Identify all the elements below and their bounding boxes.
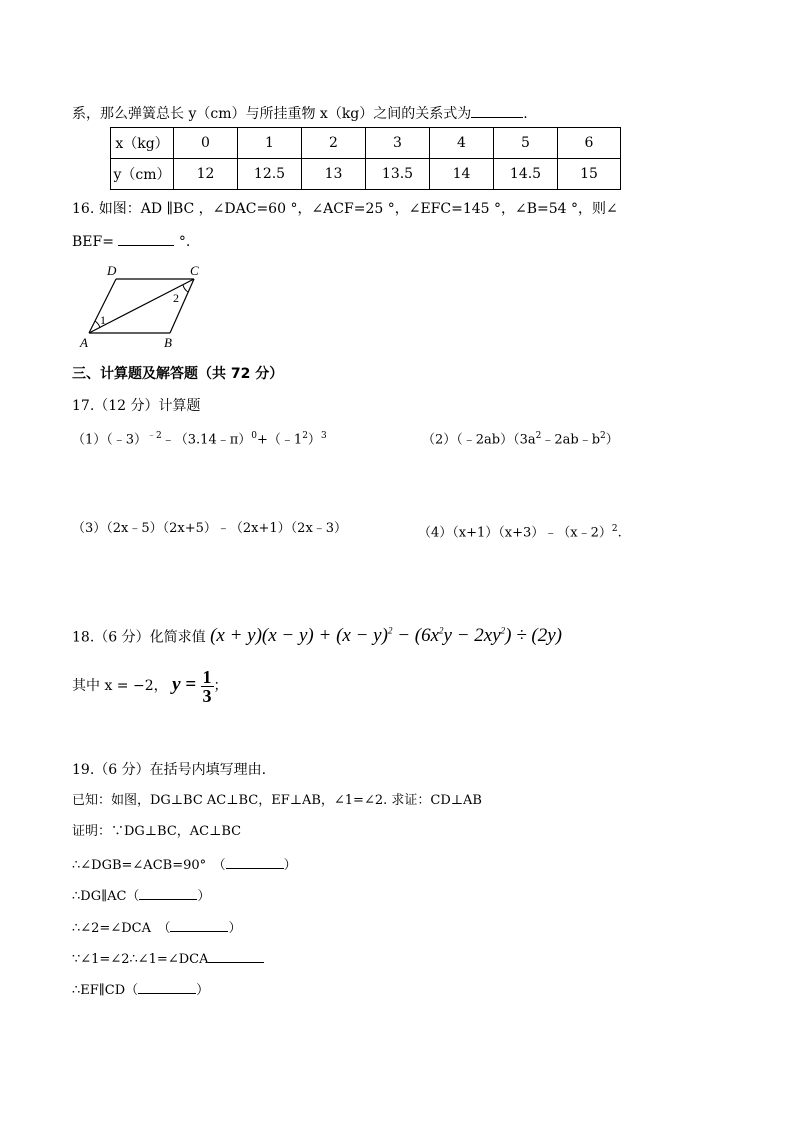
q16-answer-blank[interactable] (118, 231, 174, 246)
q18-expr-b-exp: 2 (439, 626, 444, 636)
q18-semicolon: ； (213, 678, 228, 694)
q19-title: 19.（6 分）在括号内填写理由. (72, 762, 267, 778)
q17-part2 (422, 427, 619, 449)
q15-end: . (523, 106, 528, 122)
q19-step2 (72, 885, 210, 906)
q17-p4-a: （4）（x+1）（x+3）﹣（x﹣2） (418, 525, 612, 541)
table-cell: x（kg） (111, 128, 174, 159)
q19-step1 (72, 854, 297, 875)
label-c: C (190, 263, 199, 278)
q17-p1-b: ﹣（3.14﹣π） (161, 432, 252, 448)
q19-step3-end: ） (228, 921, 242, 936)
fraction-denominator: 3 (202, 685, 212, 706)
q18-expr-a-exp: 2 (387, 626, 393, 636)
fraction-numerator: 1 (202, 666, 212, 687)
q15-text (72, 103, 528, 123)
table-cell: 0 (174, 128, 238, 159)
table-row-y (111, 159, 621, 190)
label-angle2: 2 (173, 291, 179, 305)
q17-p1-exp2: 0 (251, 431, 258, 441)
segment-bc (170, 279, 194, 333)
q15-question: 系，那么弹簧总长 y（cm）与所挂重物 x（kg）之间的关系式为 (72, 106, 472, 122)
table-cell: 2 (302, 128, 366, 159)
data-table (110, 127, 621, 190)
angle2-arc (183, 285, 188, 292)
q19-step3-blank[interactable] (170, 917, 228, 932)
q18-expr-a: (x + y)(x − y) + (x − y) (210, 625, 388, 647)
q19-step2-end: ） (197, 889, 211, 904)
q19-step4-blank[interactable] (208, 948, 264, 963)
label-a: A (80, 335, 88, 350)
table-cell: 1 (238, 128, 302, 159)
q17-title: 17.（12 分）计算题 (72, 398, 201, 414)
q19-step5-end: ） (196, 983, 210, 998)
q17-p4-exp: 2 (611, 524, 618, 534)
q19-step4-text: ∵∠1=∠2∴∠1=∠DCA (72, 952, 209, 967)
table-cell: 12.5 (238, 159, 302, 190)
q17-p1-d: ） (307, 432, 321, 448)
table-row-x (111, 128, 621, 159)
q17-part4 (418, 520, 622, 542)
q17-part3: （3）（2x﹣5）（2x+5）﹣（2x+1）（2x﹣3） (72, 521, 348, 536)
q17-p2-c: ） (605, 432, 619, 448)
q18-title: 18.（6 分）化简求值 (72, 629, 206, 646)
q15-answer-blank[interactable] (471, 103, 523, 118)
q17-p2-a: （2）（﹣2ab）（3a (422, 432, 536, 448)
q18-expression (210, 625, 562, 646)
table-cell: 14.5 (494, 159, 558, 190)
q17-p2-exp2: 2 (600, 431, 606, 441)
table-cell: 13.5 (366, 159, 430, 190)
q19-step5 (72, 979, 209, 1000)
q19-step4 (72, 948, 264, 969)
q17-p1-c: +（﹣1 (257, 432, 303, 448)
q18-where (72, 663, 228, 708)
q19-proof: 证明：∵DG⊥BC，AC⊥BC (72, 824, 242, 839)
q18-expr-c-exp: 2 (500, 626, 506, 636)
table-cell: 6 (558, 128, 621, 159)
parallelogram-figure (70, 258, 220, 353)
q18-expr-c: y − 2xy (443, 625, 501, 647)
q19-step1-blank[interactable] (226, 854, 284, 869)
q17-p2-b: ﹣2ab﹣b (541, 432, 601, 448)
table-cell: y（cm） (111, 159, 174, 190)
q18-expr-d: ) ÷ (2y) (505, 625, 562, 647)
q17-p2-exp: 2 (535, 431, 542, 441)
q19-step5-blank[interactable] (138, 979, 196, 994)
q18-y-label: y = (172, 674, 197, 695)
q16-prefix: BEF= (72, 234, 114, 250)
table-cell: 12 (174, 159, 238, 190)
table-cell: 4 (430, 128, 494, 159)
q18-fraction (201, 668, 214, 705)
q19-step2-blank[interactable] (139, 885, 197, 900)
label-d: D (107, 263, 117, 278)
table-cell: 14 (430, 159, 494, 190)
q17-p1-exp: ﹣2 (147, 431, 162, 441)
table-cell: 3 (366, 128, 430, 159)
q18-where-text: 其中 x = −2， (72, 678, 168, 694)
q19-step3-text: ∴∠2=∠DCA （ (72, 921, 171, 936)
table-cell: 5 (494, 128, 558, 159)
q18-line (72, 620, 562, 648)
q17-p1-exp4: 3 (320, 431, 327, 441)
table-cell: 15 (558, 159, 621, 190)
table-cell: 13 (302, 159, 366, 190)
q17-p4-end: . (617, 525, 622, 541)
q19-step1-end: ） (283, 858, 297, 873)
q19-step3 (72, 917, 242, 938)
q16-suffix: °. (178, 234, 191, 250)
label-b: B (164, 335, 172, 350)
q19-given: 已知：如图，DG⊥BC AC⊥BC，EF⊥AB，∠1=∠2. 求证：CD⊥AB (72, 793, 482, 808)
section-heading: 三、计算题及解答题（共 72 分） (72, 366, 284, 382)
q16-line2 (72, 231, 190, 251)
q18-expr-b: − (6x (392, 625, 440, 647)
q19-step1-text: ∴∠DGB=∠ACB=90° （ (72, 858, 226, 873)
label-angle1: 1 (100, 313, 106, 327)
q17-part1 (72, 427, 327, 449)
q17-p1-exp3: 2 (302, 431, 308, 441)
q19-step5-text: ∴EF∥CD（ (72, 983, 139, 998)
q19-step2-text: ∴DG∥AC（ (72, 889, 140, 904)
q17-p1-a: （1）（﹣3） (72, 432, 148, 448)
q16-line1: 16. 如图：AD ∥BC ，∠DAC=60 °，∠ACF=25 °，∠EFC=145 °，∠B=54 °，则∠ (72, 201, 618, 217)
